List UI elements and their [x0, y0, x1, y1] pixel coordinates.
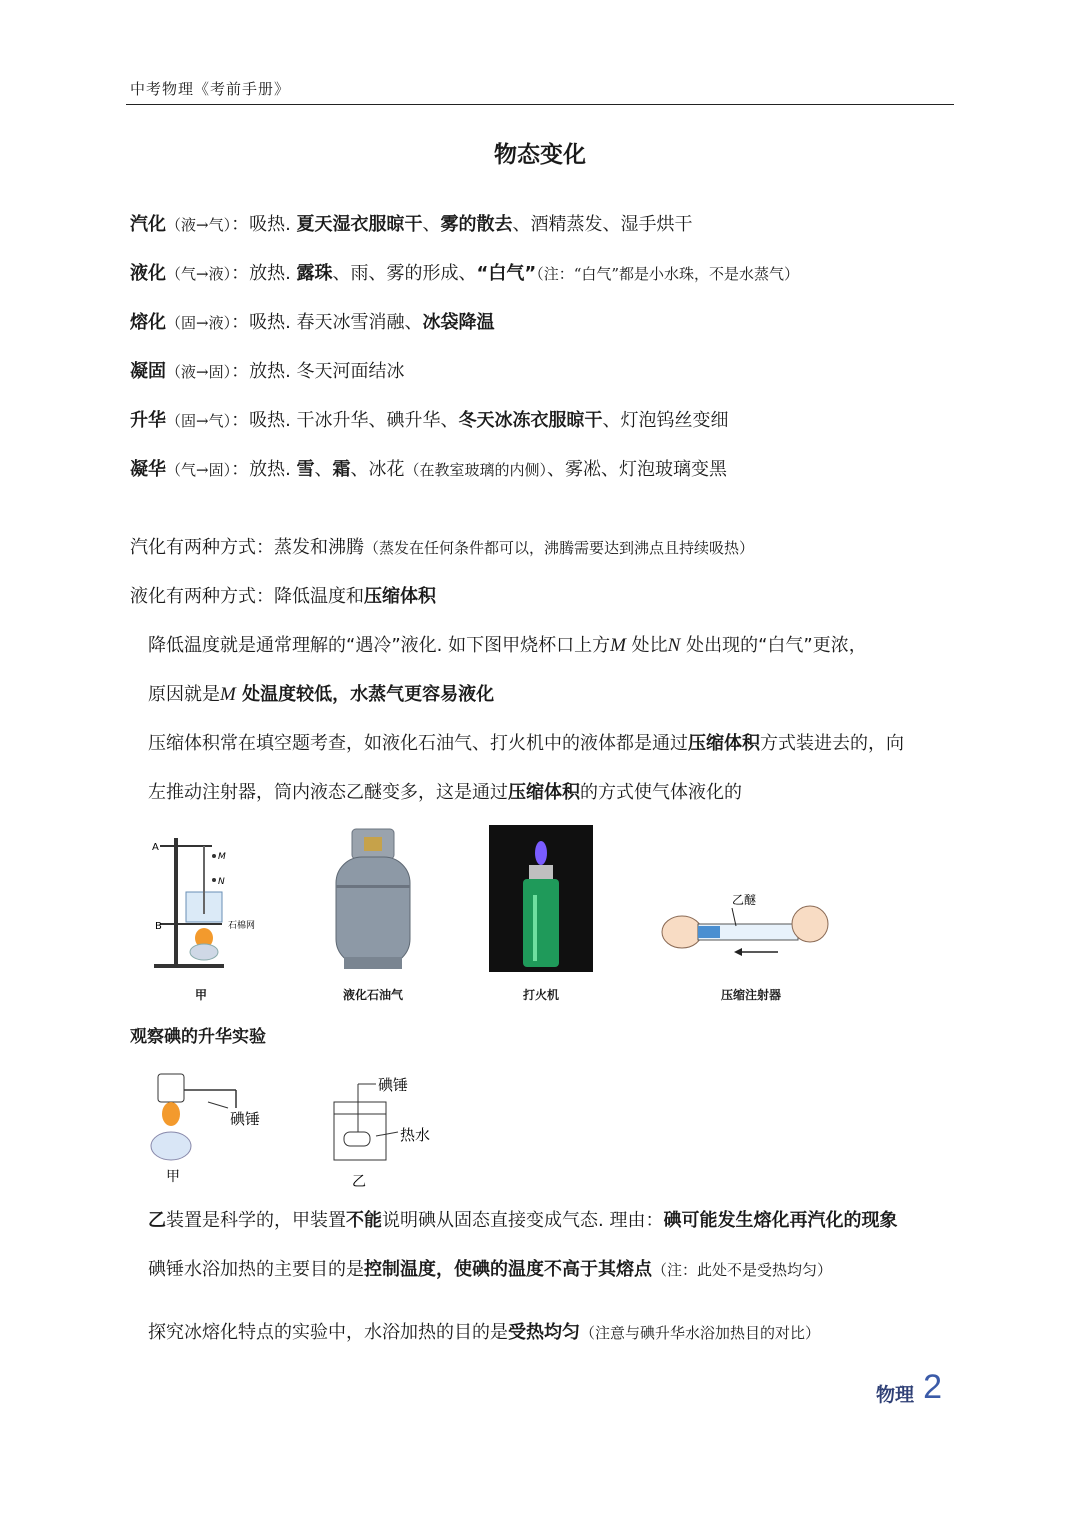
bold-text: 霜	[332, 459, 351, 480]
change-direction: （固→气）	[166, 412, 232, 430]
bold-text: 雪	[296, 459, 315, 480]
change-name: 液化	[130, 263, 166, 284]
iodine-direct-heating-figure	[148, 1068, 278, 1188]
text-segment: 冬天河面结冰	[296, 361, 405, 382]
compression-explanation-1	[148, 731, 904, 757]
label-net: 石棉网	[228, 921, 256, 931]
text-segment: 降低温度就是通常理解的“遇冷”液化. 如下图甲烧杯口上方	[148, 635, 611, 656]
heat-direction: ：放热.	[231, 263, 297, 284]
cooling-explanation-2	[148, 682, 494, 708]
bold-text: 冰袋降温	[422, 312, 495, 333]
change-row	[130, 408, 729, 434]
change-direction: （气→液）	[166, 265, 232, 283]
syringe-figure	[658, 886, 834, 968]
text-segment: 、	[314, 459, 333, 480]
bold-text: 碘可能发生熔化再汽化的现象	[663, 1210, 898, 1231]
change-name: 熔化	[130, 312, 166, 333]
bold-text: 压缩体积	[364, 586, 436, 607]
text-segment: 、	[422, 214, 441, 235]
heat-direction: ：吸热.	[231, 312, 297, 333]
bold-text: 处温度较低，水蒸气更容易液化	[235, 684, 495, 705]
text-segment: 干冰升华、碘升华、	[296, 410, 459, 431]
beaker-stand-figure	[152, 828, 282, 973]
change-row	[130, 310, 495, 336]
bold-text: 乙	[148, 1210, 166, 1231]
change-direction: （液→固）	[166, 363, 232, 381]
running-header: 中考物理《考前手册》	[130, 80, 291, 98]
text-segment: 、冰花	[350, 459, 405, 480]
bold-text: 露珠	[296, 263, 333, 284]
lpg-tank-figure	[330, 825, 416, 975]
bold-text: 压缩体积	[508, 782, 580, 803]
text-segment: 液化有两种方式：降低温度和	[130, 586, 364, 607]
variable-text: N	[667, 635, 681, 656]
bold-text: 冬天冰冻衣服晾干	[458, 410, 603, 431]
change-row	[130, 359, 405, 385]
text-segment: 、酒精蒸发、湿手烘干	[512, 214, 693, 235]
change-direction: （固→液）	[166, 314, 232, 332]
note-text: （注意与碘升华水浴加热目的对比）	[580, 1324, 821, 1342]
note-text: （蒸发在任何条件都可以，沸腾需要达到沸点且持续吸热）	[364, 539, 755, 557]
text-segment: 、灯泡钨丝变细	[602, 410, 729, 431]
variable-text: M	[610, 635, 626, 656]
change-row	[130, 457, 727, 483]
bold-text: 压缩体积	[688, 733, 760, 754]
bold-text: 不能	[346, 1210, 382, 1231]
change-direction: （气→固）	[166, 461, 232, 479]
text-segment: 碘锤水浴加热的主要目的是	[148, 1259, 364, 1280]
label-a: A	[152, 842, 159, 853]
text-segment: 处比	[625, 635, 668, 656]
text-segment: 处出现的“白气”更浓，	[680, 635, 867, 656]
label-ether: 乙醚	[732, 893, 757, 907]
page-number: 2	[923, 1368, 942, 1406]
text-segment: 压缩体积常在填空题考查，如液化石油气、打火机中的液体都是通过	[148, 733, 688, 754]
heat-direction: ：放热.	[231, 459, 297, 480]
caption-iodine-b: 乙	[352, 1174, 366, 1190]
text-segment: 、雾凇、灯泡玻璃变黑	[547, 459, 728, 480]
caption-beaker: 甲	[194, 988, 207, 1002]
conclusion-2	[148, 1257, 832, 1283]
note-text: （注：“白气”都是小水珠，不是水蒸气）	[536, 265, 800, 283]
vaporization-ways	[130, 535, 754, 561]
text-segment: 说明碘从固态直接变成气态. 理由：	[382, 1210, 664, 1231]
caption-syringe: 压缩注射器	[720, 988, 781, 1002]
text-segment: 原因就是	[148, 684, 220, 705]
bold-text: 受热均匀	[508, 1322, 580, 1343]
heat-direction: ：吸热.	[231, 214, 297, 235]
label-b: B	[155, 921, 162, 932]
text-segment: 、雨、雾的形成、	[332, 263, 477, 284]
compression-explanation-2	[148, 780, 742, 806]
change-direction: （液→气）	[166, 216, 232, 234]
label-iodine-hammer-b: 碘锤	[378, 1076, 409, 1094]
variable-text: M	[220, 684, 236, 705]
text-segment: 探究冰熔化特点的实验中，水浴加热的目的是	[148, 1322, 508, 1343]
cooling-explanation-1	[148, 633, 867, 659]
lighter-figure	[489, 825, 593, 972]
text-segment: 装置是科学的，甲装置	[166, 1210, 346, 1231]
text-segment: 汽化有两种方式：蒸发和沸腾	[130, 537, 364, 558]
change-name: 凝固	[130, 361, 166, 382]
conclusion-1	[148, 1208, 897, 1234]
iodine-water-bath-figure	[320, 1070, 450, 1190]
conclusion-3	[148, 1320, 820, 1346]
bold-text: 夏天湿衣服晾干	[296, 214, 423, 235]
change-name: 汽化	[130, 214, 166, 235]
page-title: 物态变化	[494, 142, 586, 168]
change-name: 升华	[130, 410, 166, 431]
caption-lighter: 打火机	[522, 988, 559, 1002]
label-m: M	[218, 852, 226, 862]
label-hot-water: 热水	[400, 1126, 431, 1144]
text-segment: 左推动注射器，筒内液态乙醚变多，这是通过	[148, 782, 508, 803]
bold-text: 雾的散去	[440, 214, 513, 235]
heat-direction: ：吸热.	[231, 410, 297, 431]
bold-text: 观察碘的升华实验	[130, 1027, 266, 1047]
note-text: （注：此处不是受热均匀）	[652, 1261, 833, 1279]
caption-iodine-a: 甲	[166, 1169, 180, 1185]
change-row	[130, 261, 799, 287]
bold-text: “白气”	[476, 263, 537, 284]
label-n: N	[218, 877, 225, 887]
iodine-section-title	[130, 1024, 266, 1050]
text-segment: 的方式使气体液化的	[580, 782, 742, 803]
liquefaction-ways	[130, 584, 436, 610]
footer-subject: 物理	[875, 1384, 914, 1406]
text-segment: 方式装进去的，向	[760, 733, 904, 754]
change-row	[130, 212, 693, 238]
header-rule	[126, 104, 954, 105]
text-segment: 春天冰雪消融、	[296, 312, 423, 333]
change-name: 凝华	[130, 459, 166, 480]
label-iodine-hammer: 碘锤	[230, 1110, 261, 1128]
bold-text: 控制温度，使碘的温度不高于其熔点	[364, 1259, 652, 1280]
note-text: （在教室玻璃的内侧）	[404, 461, 548, 479]
heat-direction: ：放热.	[231, 361, 297, 382]
caption-tank: 液化石油气	[342, 988, 403, 1002]
